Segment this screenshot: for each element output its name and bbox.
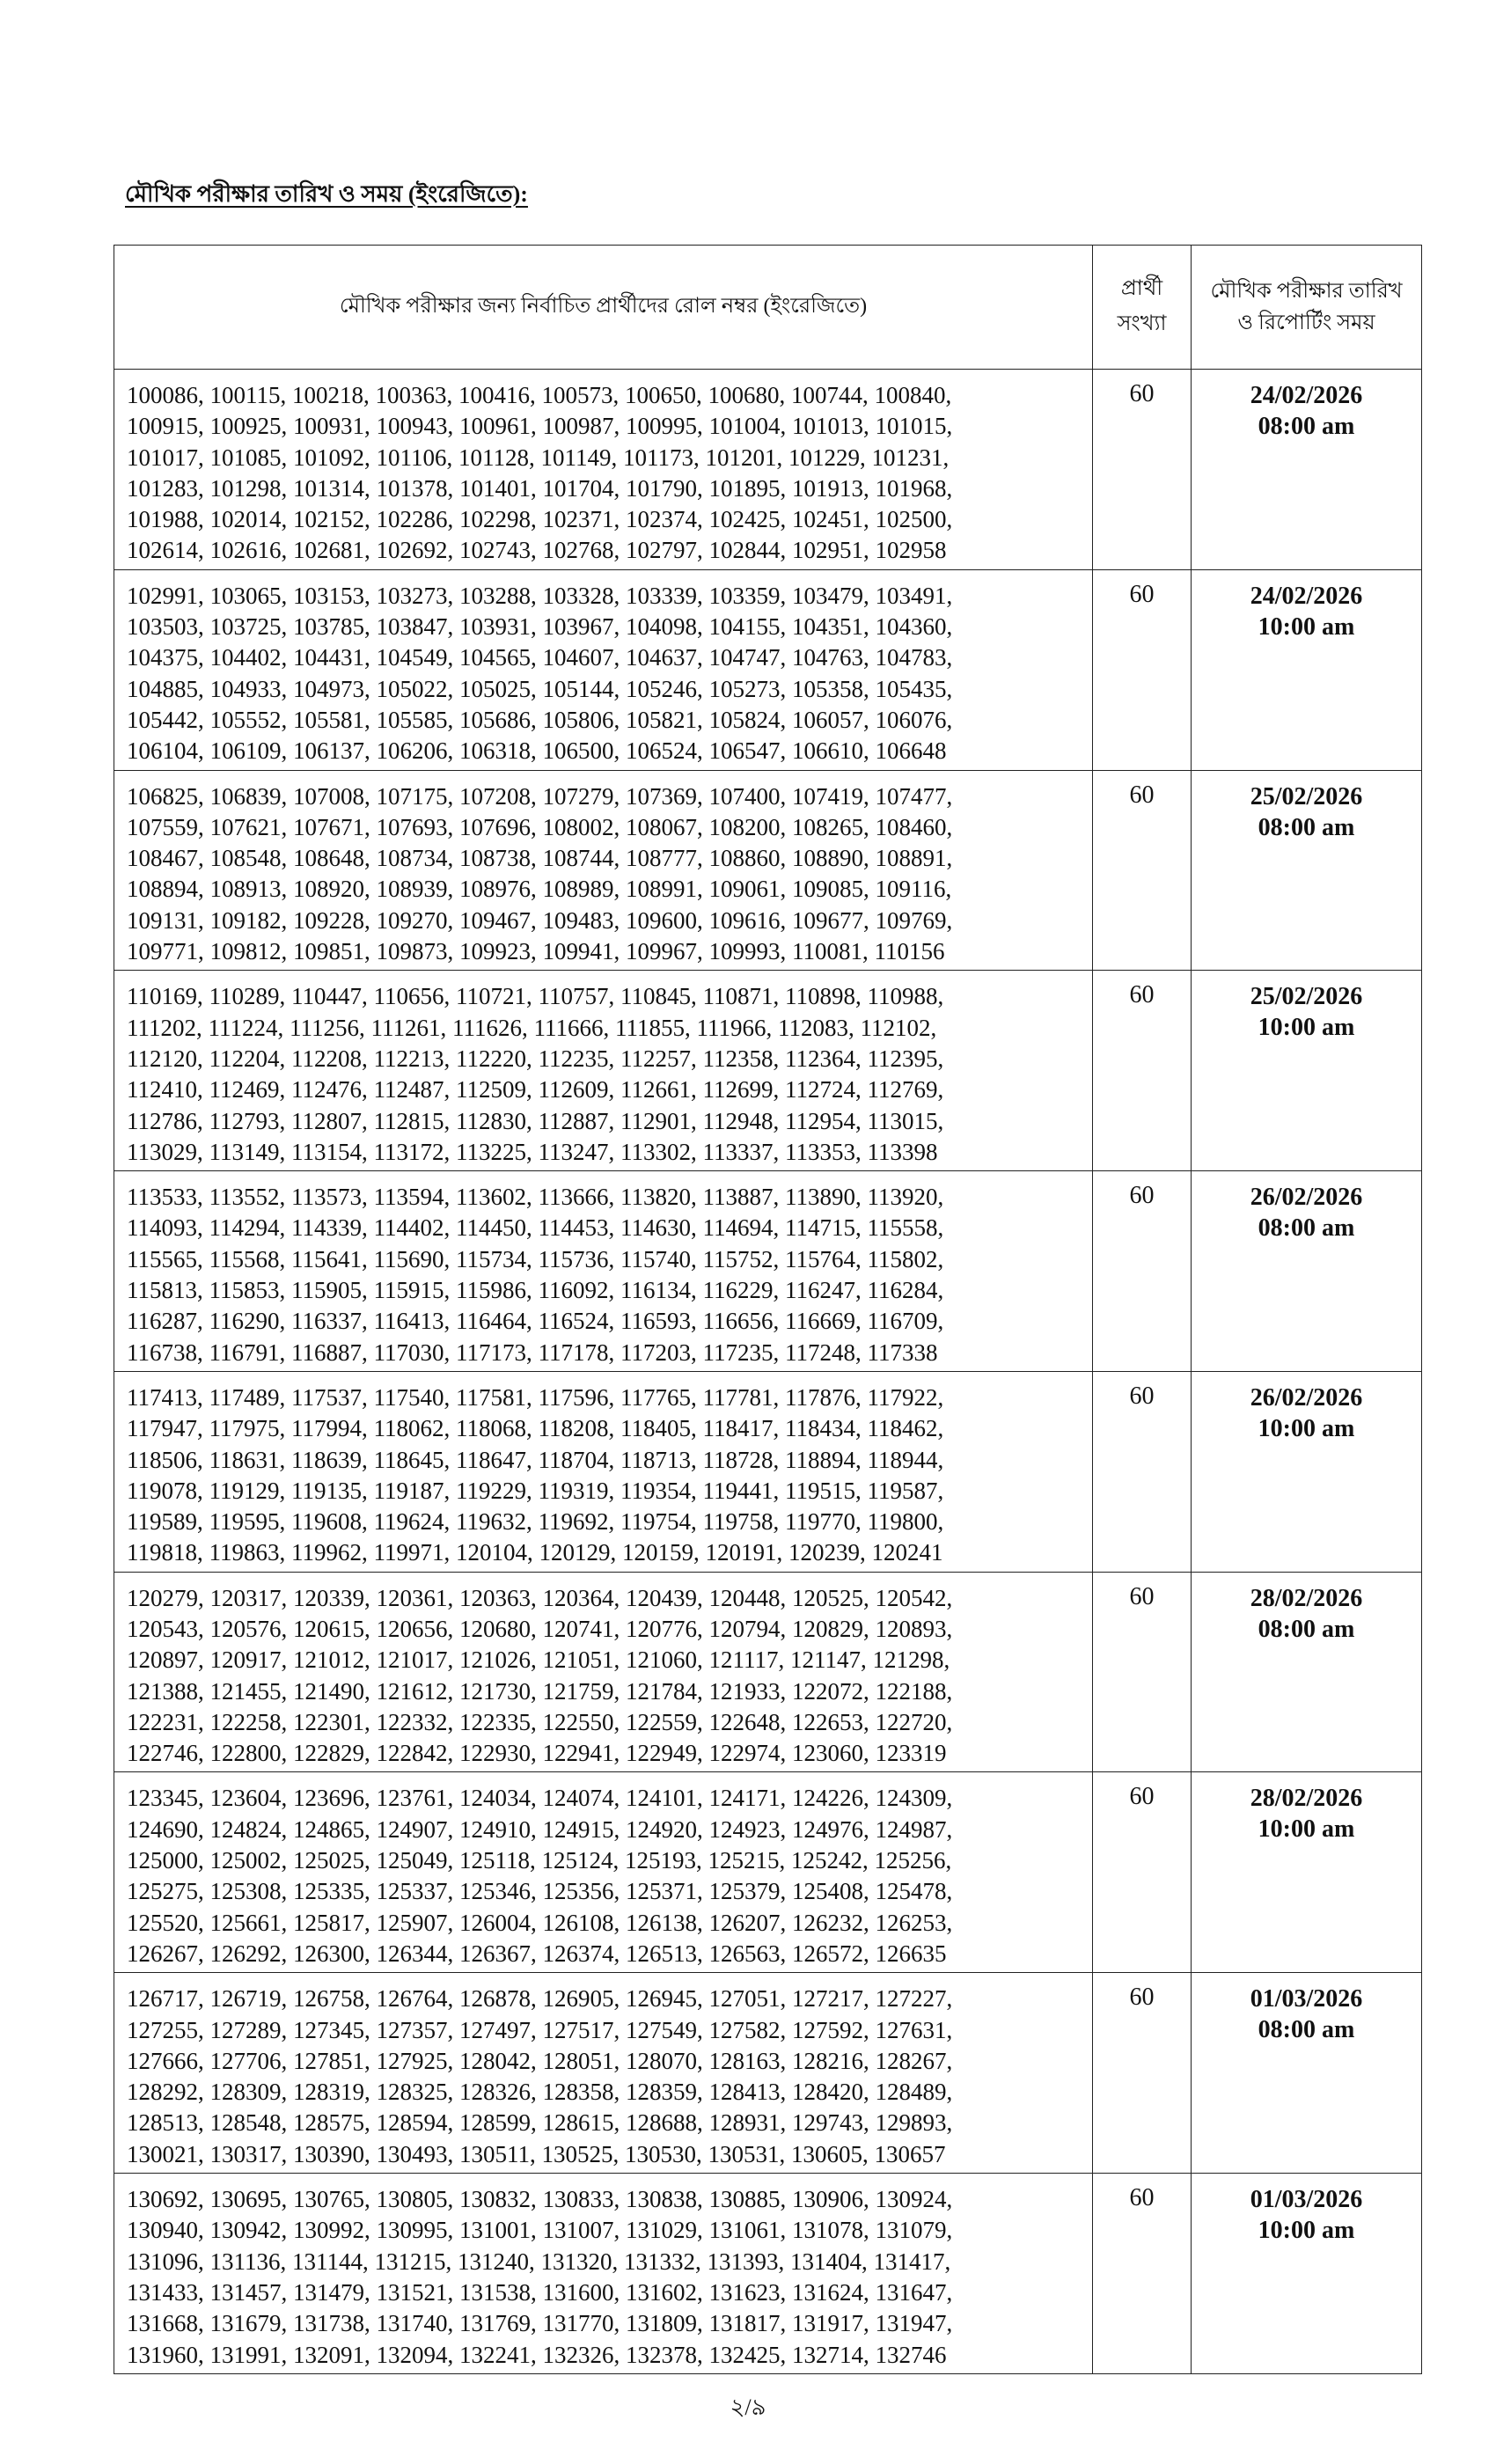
roll-numbers-cell <box>114 971 1093 1171</box>
header-count-line2: সংখ্যা <box>1117 312 1167 335</box>
roll-numbers-cell <box>114 1973 1093 2174</box>
roll-numbers-cell <box>114 2174 1093 2374</box>
roll-number-line: 125000, 125002, 125025, 125049, 125118, 125124, 125193, 125215, 125242, 125256, <box>127 1847 952 1874</box>
table-row <box>114 2174 1422 2374</box>
table-row <box>114 1371 1422 1572</box>
roll-number-line: 120897, 120917, 121012, 121017, 121026, 121051, 121060, 121117, 121147, 121298, <box>127 1646 950 1674</box>
header-count-line1: প্রার্থী <box>1120 277 1163 300</box>
date-time-cell <box>1192 1171 1422 1372</box>
roll-number-line: 123345, 123604, 123696, 123761, 124034, 124074, 124101, 124171, 124226, 124309, <box>127 1785 953 1812</box>
candidate-count-cell: 60 <box>1093 1973 1192 2174</box>
candidate-count-cell: 60 <box>1093 370 1192 570</box>
roll-number-line: 115565, 115568, 115641, 115690, 115734, 115736, 115740, 115752, 115764, 115802, <box>127 1245 944 1272</box>
roll-number-line: 118506, 118631, 118639, 118645, 118647, 118704, 118713, 118728, 118894, 118944, <box>127 1446 944 1473</box>
roll-number-line: 126267, 126292, 126300, 126344, 126367, 126374, 126513, 126563, 126572, 126635 <box>127 1940 947 1967</box>
roll-number-line: 130692, 130695, 130765, 130805, 130832, 130833, 130838, 130885, 130906, 130924, <box>127 2186 953 2213</box>
candidate-count-cell: 60 <box>1093 1772 1192 1973</box>
roll-number-line: 102991, 103065, 103153, 103273, 103288, 103328, 103339, 103359, 103479, 103491, <box>127 582 953 609</box>
table-row <box>114 770 1422 971</box>
roll-number-line: 131433, 131457, 131479, 131521, 131538, 131600, 131602, 131623, 131624, 131647, <box>127 2278 953 2306</box>
table-row <box>114 569 1422 770</box>
roll-number-line: 107559, 107621, 107671, 107693, 107696, 108002, 108067, 108200, 108265, 108460, <box>127 813 953 840</box>
date-time-cell <box>1192 1973 1422 2174</box>
roll-number-line: 122231, 122258, 122301, 122332, 122335, 122550, 122559, 122648, 122653, 122720, <box>127 1708 953 1735</box>
roll-number-line: 131668, 131679, 131738, 131740, 131769, 131770, 131809, 131817, 131917, 131947, <box>127 2310 953 2337</box>
roll-numbers-cell <box>114 1171 1093 1372</box>
viva-date: 24/02/2026 <box>1250 382 1363 409</box>
roll-number-line: 119589, 119595, 119608, 119624, 119632, 119692, 119754, 119758, 119770, 119800, <box>127 1508 944 1536</box>
roll-number-line: 109771, 109812, 109851, 109873, 109923, 109941, 109967, 109993, 110081, 110156 <box>127 938 945 965</box>
roll-numbers-cell <box>114 1572 1093 1772</box>
roll-number-line: 111202, 111224, 111256, 111261, 111626, 111666, 111855, 111966, 112083, 112102, <box>127 1014 937 1041</box>
candidate-count-cell: 60 <box>1093 971 1192 1171</box>
roll-number-line: 128292, 128309, 128319, 128325, 128326, 128358, 128359, 128413, 128420, 128489, <box>127 2079 953 2106</box>
header-date-time <box>1192 246 1422 370</box>
roll-number-line: 131960, 131991, 132091, 132094, 132241, 132326, 132378, 132425, 132714, 132746 <box>127 2341 947 2368</box>
reporting-time: 08:00 am <box>1258 1615 1355 1643</box>
reporting-time: 10:00 am <box>1258 2217 1355 2245</box>
roll-number-line: 127255, 127289, 127345, 127357, 127497, 127517, 127549, 127582, 127592, 127631, <box>127 2016 953 2043</box>
roll-number-line: 100086, 100115, 100218, 100363, 100416, 100573, 100650, 100680, 100744, 100840, <box>127 382 952 408</box>
roll-number-line: 113533, 113552, 113573, 113594, 113602, 113666, 113820, 113887, 113890, 113920, <box>127 1184 944 1211</box>
roll-numbers-cell <box>114 1371 1093 1572</box>
roll-number-line: 102614, 102616, 102681, 102692, 102743, 102768, 102797, 102844, 102951, 102958 <box>127 537 947 564</box>
viva-date: 25/02/2026 <box>1250 983 1363 1011</box>
roll-number-line: 116738, 116791, 116887, 117030, 117173, 117178, 117203, 117235, 117248, 117338 <box>127 1338 938 1366</box>
section-heading: মৌখিক পরীক্ষার তারিখ ও সময় (ইংরেজিতে): <box>125 181 528 207</box>
roll-number-line: 114093, 114294, 114339, 114402, 114450, 114453, 114630, 114694, 114715, 115558, <box>127 1214 944 1242</box>
roll-number-line: 100915, 100925, 100931, 100943, 100961, 100987, 100995, 101004, 101013, 101015, <box>127 413 953 440</box>
date-time-cell <box>1192 971 1422 1171</box>
roll-number-line: 112786, 112793, 112807, 112815, 112830, 112887, 112901, 112948, 112954, 113015, <box>127 1107 944 1134</box>
roll-number-line: 105442, 105552, 105581, 105585, 105686, 105806, 105821, 105824, 106057, 106076, <box>127 706 953 733</box>
date-time-cell <box>1192 770 1422 971</box>
roll-number-line: 127666, 127706, 127851, 127925, 128042, 128051, 128070, 128163, 128216, 128267, <box>127 2047 953 2074</box>
reporting-time: 10:00 am <box>1258 612 1355 641</box>
date-time-cell <box>1192 1572 1422 1772</box>
roll-number-line: 124690, 124824, 124865, 124907, 124910, 124915, 124920, 124923, 124976, 124987, <box>127 1815 953 1843</box>
roll-number-line: 108467, 108548, 108648, 108734, 108738, 108744, 108777, 108860, 108890, 108891, <box>127 845 953 872</box>
viva-date: 26/02/2026 <box>1250 1184 1363 1212</box>
roll-number-line: 104885, 104933, 104973, 105022, 105025, 105144, 105246, 105273, 105358, 105435, <box>127 675 953 702</box>
roll-number-line: 101017, 101085, 101092, 101106, 101128, 101149, 101173, 101201, 101229, 101231, <box>127 444 950 471</box>
roll-number-line: 117947, 117975, 117994, 118062, 118068, 118208, 118405, 118417, 118434, 118462, <box>127 1415 944 1442</box>
roll-number-line: 120279, 120317, 120339, 120361, 120363, 120364, 120439, 120448, 120525, 120542, <box>127 1584 953 1611</box>
roll-number-line: 116287, 116290, 116337, 116413, 116464, 116524, 116593, 116656, 116669, 116709, <box>127 1308 944 1335</box>
date-time-cell <box>1192 1772 1422 1973</box>
roll-number-line: 106825, 106839, 107008, 107175, 107208, 107279, 107369, 107400, 107419, 107477, <box>127 782 953 810</box>
roll-number-line: 115813, 115853, 115905, 115915, 115986, 116092, 116134, 116229, 116247, 116284, <box>127 1277 944 1304</box>
roll-number-line: 106104, 106109, 106137, 106206, 106318, 106500, 106524, 106547, 106610, 106648 <box>127 737 947 765</box>
table-row <box>114 370 1422 570</box>
candidate-count-cell: 60 <box>1093 1371 1192 1572</box>
roll-number-line: 130021, 130317, 130390, 130493, 130511, 130525, 130530, 130531, 130605, 130657 <box>127 2140 946 2167</box>
header-date-line2: ও রিপোর্টিং সময় <box>1237 312 1375 334</box>
roll-numbers-cell <box>114 770 1093 971</box>
roll-number-line: 122746, 122800, 122829, 122842, 122930, 122941, 122949, 122974, 123060, 123319 <box>127 1740 947 1767</box>
roll-number-line: 130940, 130942, 130992, 130995, 131001, 131007, 131029, 131061, 131078, 131079, <box>127 2217 953 2244</box>
roll-number-line: 112120, 112204, 112208, 112213, 112220, 112235, 112257, 112358, 112364, 112395, <box>127 1045 944 1072</box>
roll-number-line: 112410, 112469, 112476, 112487, 112509, 112609, 112661, 112699, 112724, 112769, <box>127 1076 944 1104</box>
roll-numbers-cell <box>114 1772 1093 1973</box>
reporting-time: 08:00 am <box>1258 2016 1355 2044</box>
reporting-time: 08:00 am <box>1258 813 1355 841</box>
candidate-count-cell: 60 <box>1093 770 1192 971</box>
candidate-count-cell: 60 <box>1093 1171 1192 1372</box>
candidate-count-cell: 60 <box>1093 2174 1192 2374</box>
roll-number-line: 113029, 113149, 113154, 113172, 113225, 113247, 113302, 113337, 113353, 113398 <box>127 1138 938 1165</box>
table-row <box>114 1772 1422 1973</box>
roll-number-line: 110169, 110289, 110447, 110656, 110721, 110757, 110845, 110871, 110898, 110988, <box>127 983 944 1010</box>
table-row <box>114 1572 1422 1772</box>
roll-number-line: 131096, 131136, 131144, 131215, 131240, 131320, 131332, 131393, 131404, 131417, <box>127 2248 951 2275</box>
table-body <box>114 370 1422 2374</box>
roll-number-line: 125275, 125308, 125335, 125337, 125346, 125356, 125371, 125379, 125408, 125478, <box>127 1878 953 1905</box>
viva-schedule-table <box>114 245 1422 2374</box>
roll-number-line: 121388, 121455, 121490, 121612, 121730, 121759, 121784, 121933, 122072, 122188, <box>127 1677 953 1705</box>
header-candidate-count <box>1093 246 1192 370</box>
viva-date: 01/03/2026 <box>1250 2186 1363 2214</box>
roll-number-line: 119078, 119129, 119135, 119187, 119229, 119319, 119354, 119441, 119515, 119587, <box>127 1477 944 1504</box>
roll-number-line: 109131, 109182, 109228, 109270, 109467, 109483, 109600, 109616, 109677, 109769, <box>127 906 953 934</box>
page-number: ২/৯ <box>730 2394 766 2420</box>
reporting-time: 10:00 am <box>1258 1815 1355 1844</box>
date-time-cell <box>1192 370 1422 570</box>
roll-number-line: 125520, 125661, 125817, 125907, 126004, 126108, 126138, 126207, 126232, 126253, <box>127 1909 953 1936</box>
table-header-row <box>114 246 1422 370</box>
viva-date: 01/03/2026 <box>1250 1985 1363 2013</box>
date-time-cell <box>1192 569 1422 770</box>
roll-number-line: 103503, 103725, 103785, 103847, 103931, 103967, 104098, 104155, 104351, 104360, <box>127 613 953 641</box>
date-time-cell <box>1192 1371 1422 1572</box>
viva-date: 26/02/2026 <box>1250 1383 1363 1412</box>
reporting-time: 08:00 am <box>1258 413 1355 440</box>
roll-number-line: 128513, 128548, 128575, 128594, 128599, 128615, 128688, 128931, 129743, 129893, <box>127 2109 953 2137</box>
reporting-time: 10:00 am <box>1258 1414 1355 1442</box>
roll-numbers-cell <box>114 370 1093 570</box>
header-date-line1: মৌখিক পরীক্ষার তারিখ <box>1210 280 1403 303</box>
table-row <box>114 1171 1422 1372</box>
roll-number-line: 120543, 120576, 120615, 120656, 120680, 120741, 120776, 120794, 120829, 120893, <box>127 1615 953 1642</box>
roll-number-line: 101283, 101298, 101314, 101378, 101401, 101704, 101790, 101895, 101913, 101968, <box>127 474 953 502</box>
reporting-time: 08:00 am <box>1258 1214 1355 1243</box>
candidate-count-cell: 60 <box>1093 569 1192 770</box>
table-row <box>114 1973 1422 2174</box>
viva-date: 28/02/2026 <box>1250 1785 1363 1813</box>
roll-number-line: 104375, 104402, 104431, 104549, 104565, 104607, 104637, 104747, 104763, 104783, <box>127 644 953 671</box>
reporting-time: 10:00 am <box>1258 1014 1355 1042</box>
roll-number-line: 119818, 119863, 119962, 119971, 120104, 120129, 120159, 120191, 120239, 120241 <box>127 1539 943 1566</box>
viva-date: 24/02/2026 <box>1250 582 1363 610</box>
viva-date: 28/02/2026 <box>1250 1584 1363 1612</box>
roll-number-line: 117413, 117489, 117537, 117540, 117581, 117596, 117765, 117781, 117876, 117922, <box>127 1383 944 1411</box>
roll-number-line: 108894, 108913, 108920, 108939, 108976, 108989, 108991, 109061, 109085, 109116, <box>127 876 952 903</box>
roll-numbers-cell <box>114 569 1093 770</box>
header-roll-numbers: মৌখিক পরীক্ষার জন্য নির্বাচিত প্রার্থীদের রোল নম্বর (ইংরেজিতে) <box>114 246 1093 370</box>
candidate-count-cell: 60 <box>1093 1572 1192 1772</box>
viva-date: 25/02/2026 <box>1250 782 1363 810</box>
roll-number-line: 126717, 126719, 126758, 126764, 126878, 126905, 126945, 127051, 127217, 127227, <box>127 1985 953 2013</box>
table-row <box>114 971 1422 1171</box>
roll-number-line: 101988, 102014, 102152, 102286, 102298, 102371, 102374, 102425, 102451, 102500, <box>127 506 953 533</box>
date-time-cell <box>1192 2174 1422 2374</box>
